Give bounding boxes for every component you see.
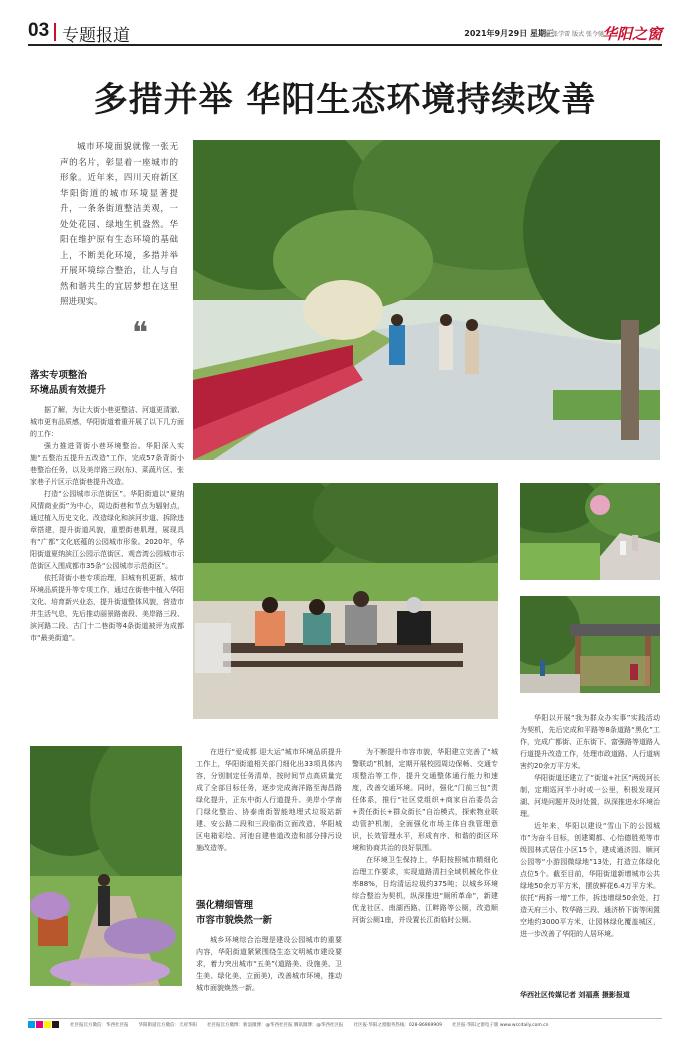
quote-mark-icon: ❝ — [132, 316, 147, 351]
footer-links — [70, 1022, 662, 1028]
section-divider — [54, 23, 56, 41]
section2-title-line1: 强化精细管理 — [196, 900, 254, 911]
footer-item: 社区报官方微博：新浪微博：@华西社区报 腾讯微博：@华西社区报 — [207, 1022, 344, 1028]
section1-body — [30, 404, 184, 644]
pavilion-photo — [520, 596, 660, 693]
body-paragraph: 华阳街道还建立了“街道+社区”两级河长制，定期巡河半小时或一公里，积极发现河湖、河堤问题并及时处置，纵深推进水环境治理。 — [520, 774, 660, 818]
issue-date: 2021年9月29日 星期三 — [464, 29, 554, 38]
park-path-photo — [520, 483, 660, 580]
section1-title-line2: 环境品质有效提升 — [30, 385, 107, 396]
section2-title-line2: 市容市貌焕然一新 — [196, 915, 273, 926]
street-park-photo — [193, 140, 660, 460]
section1-heading — [30, 368, 190, 398]
page-number: 03 — [28, 20, 50, 41]
photo-credit: 华西社区传媒记者 刘福燕 摄影报道 — [520, 991, 630, 999]
body-paragraph: 为不断提升市容市貌，华阳建立完善了“城警联动”机制，定期开展校园周边保畅、交通专项整治等工作，提升交通整体通行能力和速度，改善交通环境。同时，强化“门前三包”责任体系，推行“社区党组织+商家自治委员会+责任街长+群众街长”自治模式，探索物业联动管护机制，全面强化市场主体自我管理意识，长效管理水平，形成有序、和谐的街区环境和协商共治的良好氛围。 — [352, 748, 498, 852]
section2-body — [196, 934, 342, 994]
park-bench-photo — [193, 483, 498, 719]
editor-credit: 责编 张学雷 版式 张令驰 — [538, 31, 604, 38]
footer-item: 华阳街道官方微信：天府华阳 — [138, 1022, 197, 1028]
section-title: 专题报道 — [62, 26, 130, 46]
section2-intro — [196, 746, 342, 854]
masthead-logo: 华阳之窗 — [601, 25, 662, 43]
footer-item: 社区报·华阳之窗服务热线：028-86969909 — [353, 1022, 442, 1028]
section4-body — [520, 712, 660, 940]
body-paragraph: 华阳以开展“我为群众办实事”实践活动为契机，先后完成和平路等8条道路“黑化”工作，完成广都街、正东街下、富强路等道路人行道提升改造工作，处理市政道路、人行道病害约20余万平方米。 — [520, 714, 660, 770]
body-paragraph: 近年来，华阳以建设“雪山下的公园城市”为奋斗目标，创建蜀都、心怡德胜苑等市级园林式居住小区15个，建成通济园、顺河公园等“小游园微绿地”13处，打造立体绿化点位5个。截至目前，华阳街道新增城市公共绿地50余万平方米，摆放鲜花6.4万平方米。依托“两拆一增”工作，拆违增绿50余处，打造天府三小、牧华路三段、通济桥下街等闲置空地约3000平方米，让园林绿化覆盖城区，进一步改善了华阳的人居环境。 — [520, 822, 660, 938]
main-headline: 多措并举 华阳生态环境持续改善 — [93, 80, 597, 120]
page-footer — [28, 1018, 662, 1028]
page-header — [28, 20, 662, 46]
body-paragraph: 在环境卫生保持上，华阳按照城市精细化治理工作要求，实现道路清扫全域机械化作业率88%，日均清运垃圾约375吨；以城乡环境综合整治为契机，纵深推进“厕所革命”，新建优龙社区、南湖西路、江畔路等公厕，改造顺河街公厕1座，并设置长江街临时公厕。 — [352, 856, 498, 924]
section1-title-line1: 落实专项整治 — [30, 370, 88, 381]
body-paragraph: 打造“公园城市示范街区”。华阳街道以“夏纳风情商业街”为中心，周边街巷和节点为辐射点，通过植入历史文化、改造绿化和滨河步道、拆除违章搭建，提升街道风貌，重塑街巷肌理，展现具有“广都”文化底蕴的公园城市形象。2020年，华阳街道夏纳滨江公园示范街区、观音湾公园城市示范街区入围成都市35条“公园城市示范街区”。 — [30, 490, 184, 570]
lead-paragraph: 城市环境面貌就像一张无声的名片，彰显着一座城市的形象。近年来，四川天府新区华阳街道的城市环境显著提升，一条条街道整洁美观，一处处花园、绿地生机盎然。华阳在维护原有生态环境的基础上，不断美化环境，多措并举开展环境综合整治，让人与自然和谐共生的宜居梦想在这里照进现实。 — [60, 142, 178, 307]
footer-item: 社区报·华阳之窗电子版 www.wccdaily.com.cn — [451, 1022, 549, 1028]
body-paragraph: 城乡环境综合治理是建设公园城市的重要内容，华阳街道紧紧围绕生态文明城市建设要求，着力突出城市“五美”(道路美、设施美、卫生美、绿化美、立面美)，改善城市环境，推动城市面貌焕然一新。 — [196, 936, 342, 992]
color-swatch — [52, 1021, 59, 1028]
body-paragraph: 依托背街小巷专项治理，旧城有机更新，城市环境品质提升等专项工作，通过在街巷中植入华阳文化、培育新兴业态，提升街道整体风貌，营造市井生活气息，先后推动丽景路南段、美岸路三段、滨河路二段、古门十二巷街等4条街道被评为成都市“最美街道”。 — [30, 574, 184, 642]
body-paragraph: 据了解，为让大街小巷更整洁、河道更清澈、城市更有品质感，华阳街道着重开展了以下几方面的工作： — [30, 406, 184, 438]
section3-body — [352, 746, 498, 926]
body-paragraph: 在进行“爱成都 迎大运”城市环境品质提升工作上，华阳街道相关部门细化出33项具体内容，分别制定任务清单，按时间节点高质量完成了全部目标任务，逐步完成海洋路至海昌路绿化提升，正东中街人行道提升、美岸小学南门绿化整治、协泰南街智能地埋式垃圾站新建、安公路二段和三段临街立面改造、华阳城区电箱彩绘、河池自建巷道改造和部分排污设施改造等。 — [196, 748, 342, 852]
color-swatch — [36, 1021, 43, 1028]
color-bar — [28, 1021, 60, 1028]
section2-heading — [196, 898, 342, 928]
color-swatch — [28, 1021, 35, 1028]
body-paragraph: 强力推进背街小巷环境整治。华阳深入实施“五整治五提升五改造”工作，完成57条背街小巷整治任务，以及美岸路三段(东)、菜蔬片区、张家巷子片区示范街巷提升改造。 — [30, 442, 184, 486]
footer-item: 社区报官方微信：华西社区报 — [70, 1022, 129, 1028]
flower-path-photo — [30, 746, 182, 986]
color-swatch — [44, 1021, 51, 1028]
